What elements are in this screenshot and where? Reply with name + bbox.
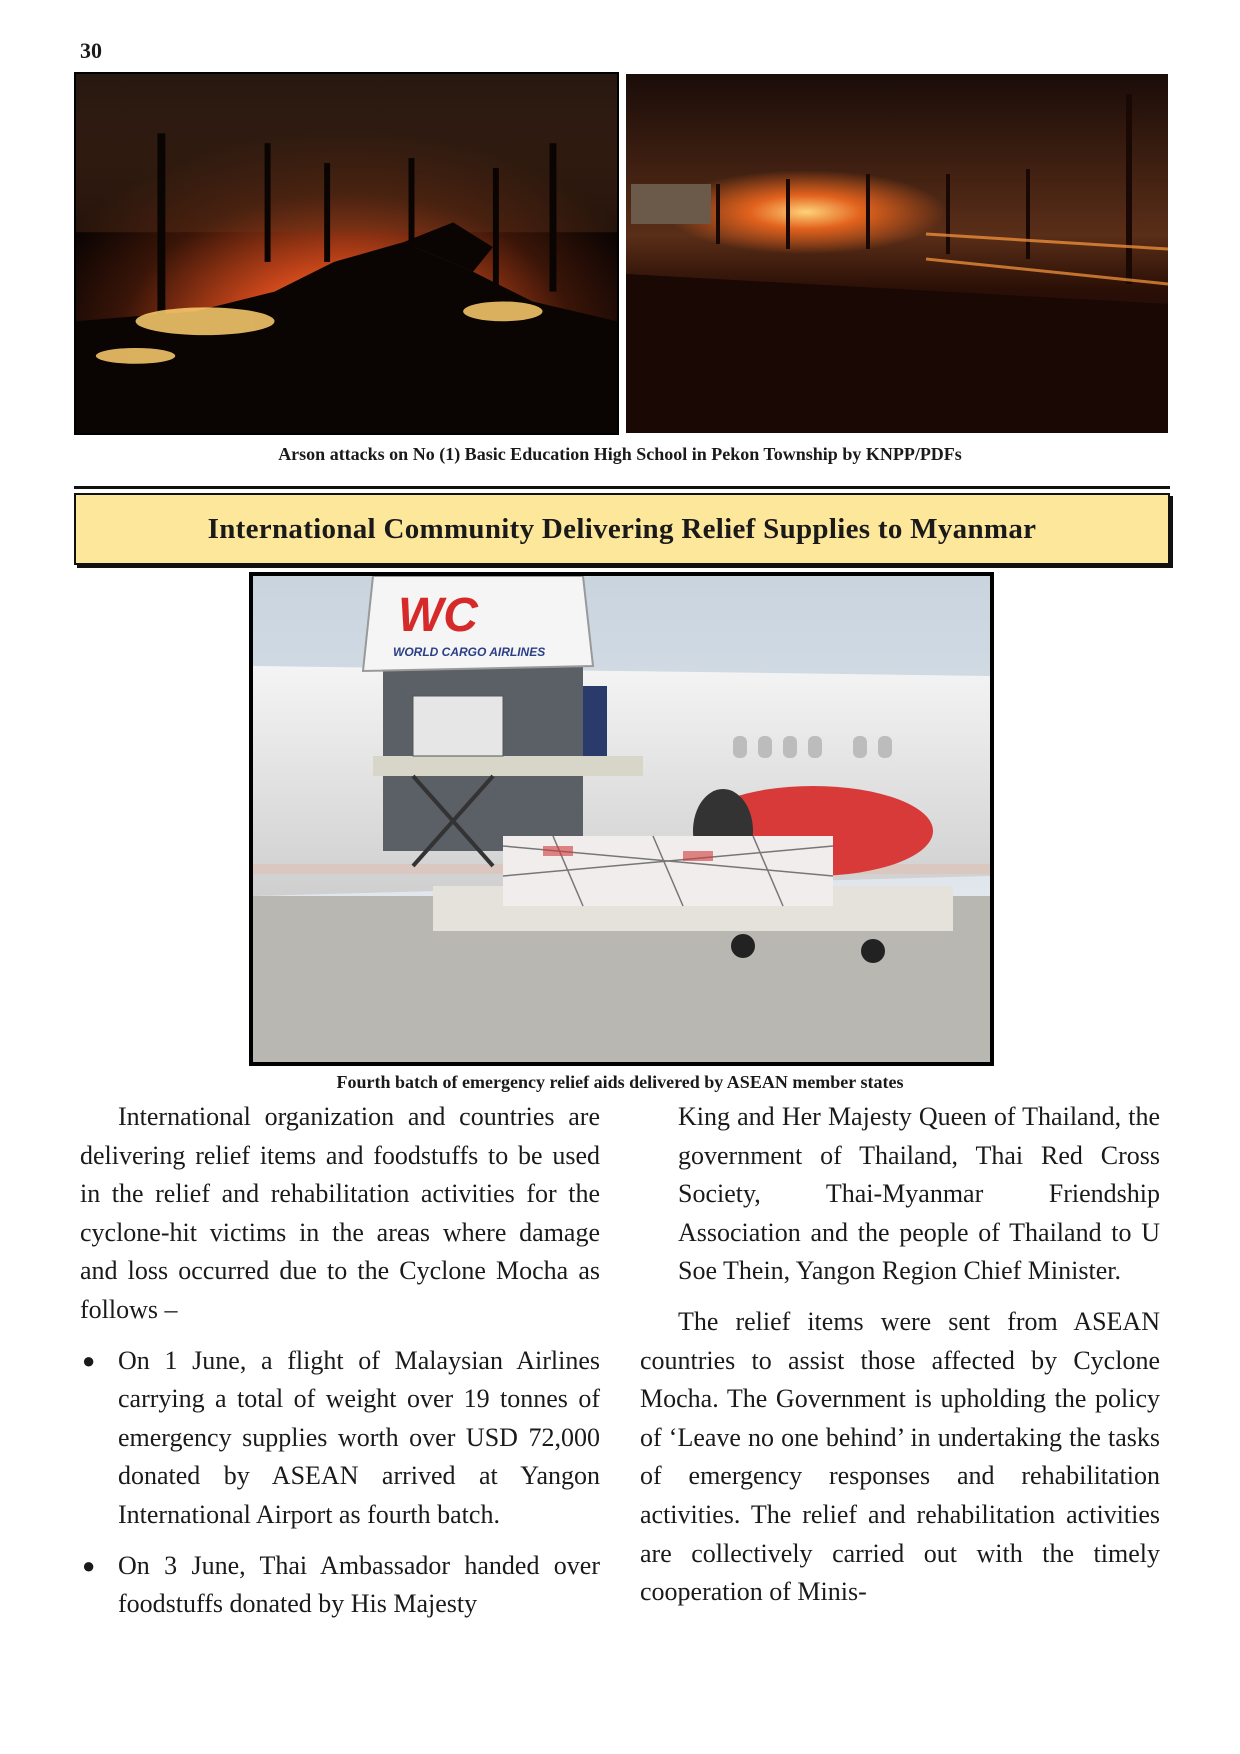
fire-photo-left [74,72,619,435]
list-item: ● On 1 June, a flight of Malaysian Airlines carrying a total of weight over 19 tonnes of emergency supplies worth over USD 72,000 donated by ASEAN arrived at Yangon International Airport as fourth batch. [80,1342,600,1535]
bullet-icon: ● [82,1552,96,1578]
page-number: 30 [80,38,102,63]
top-photo-caption: Arson attacks on No (1) Basic Education High School in Pekon Township by KNPP/PDFs [278,444,962,464]
cargo-airline-text: WORLD CARGO AIRLINES [393,645,546,659]
section-rule [74,486,1170,489]
cargo-logo-text: WC [398,589,478,642]
event-list [80,1342,600,1624]
body-column-left [80,1098,600,1636]
closing-paragraph: The relief items were sent from ASEAN countries to assist those affected by Cyclone Mocha. The Government is upholding the policy of ‘Leave no one behind’ in undertaking the tasks of emergency responses and rehabilitation activities. The relief and rehabilitation activities are collectively carried out with the timely cooperation of Minis- [640,1306,1160,1607]
bullet-icon: ● [82,1347,96,1373]
continuation-paragraph: King and Her Majesty Queen of Thailand, the government of Thailand, Thai Red Cross Society, Thai-Myanmar Friendship Association and the people of Thailand to U Soe Thein, Yangon Region Chief Minister. [678,1102,1160,1286]
intro-paragraph: International organization and countries are delivering relief items and foodstuffs to be used in the relief and rehabilitation activities for the cyclone-hit victims in the areas where damage and loss occurred due to the Cyclone Mocha as follows – [80,1102,600,1324]
fire-photo-right [626,74,1168,433]
cargo-photo [249,572,994,1066]
cargo-photo-caption: Fourth batch of emergency relief aids delivered by ASEAN member states [336,1072,904,1092]
section-title: International Community Delivering Relief Supplies to Myanmar [74,493,1170,565]
body-column-right [640,1098,1160,1624]
list-item: ● On 3 June, Thai Ambassador handed over foodstuffs donated by His Majesty [80,1547,600,1624]
